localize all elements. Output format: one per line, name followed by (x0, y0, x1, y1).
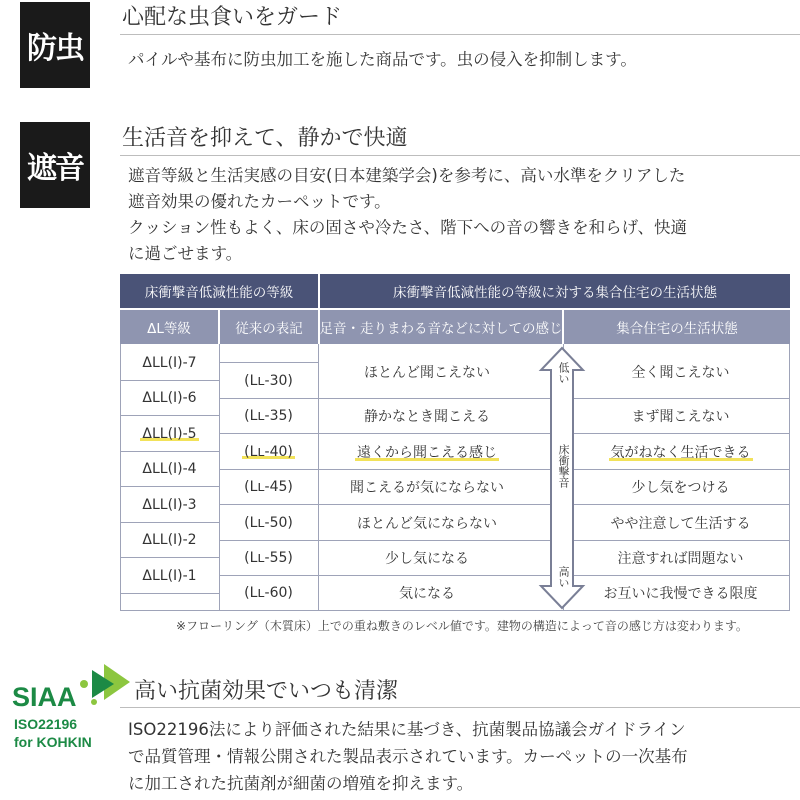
legacy-label: (Lʟ-35) (244, 408, 293, 424)
living-label: 全く聞こえない (631, 364, 730, 381)
table-header-living: 集合住宅の生活状態 (564, 310, 790, 344)
grade-cell (120, 381, 219, 415)
table-header-living-group: 床衝撃音低減性能の等級に対する集合住宅の生活状態 (320, 274, 790, 308)
antibacterial-line-2: で品質管理・情報公開された製品表示されています。カーペットの一次基布 (128, 747, 688, 766)
living-label: やや注意して生活する (610, 515, 751, 532)
arrow-label-impact: 床衝撃音 (557, 444, 570, 488)
siaa-mark-icon (74, 664, 130, 710)
feeling-cell (319, 505, 535, 540)
legacy-cell (219, 541, 318, 575)
legacy-cell (219, 399, 318, 433)
insect-heading: 心配な虫食いをガード (122, 5, 343, 30)
feeling-cell (319, 470, 535, 504)
sound-divider (120, 155, 800, 156)
living-cell (572, 434, 789, 469)
sound-description-line-1: 遮音等級と生活実感の目安(日本建築学会)を参考に、高い水準をクリアした (128, 166, 686, 185)
table-footnote: ※フローリング（木質床）上での重ね敷きのレベル値です。建物の構造によって音の感じ方は変わります。 (176, 619, 748, 633)
feeling-label: 静かなとき聞こえる (364, 409, 490, 425)
legacy-label-highlighted: (Lʟ-40) (244, 443, 293, 460)
grade-label: ΔLL(I)-6 (142, 390, 197, 406)
antibacterial-heading: 高い抗菌効果でいつも清潔 (134, 679, 399, 704)
grade-cell (120, 487, 219, 522)
grade-label: ΔLL(I)-7 (142, 354, 197, 371)
feeling-cell (319, 345, 535, 398)
legacy-cell (219, 363, 318, 398)
feeling-label: ほとんど気にならない (357, 515, 497, 532)
living-label: お互いに我慢できる限度 (603, 586, 758, 602)
table-header-grade-group: 床衝撃音低減性能の等級 (120, 274, 318, 308)
grade-line (120, 593, 219, 594)
sound-description-line-4: に過ごせます。 (128, 244, 243, 263)
insect-divider (120, 34, 800, 35)
sound-description-line-3: クッション性もよく、床の固さや冷たさ、階下への音の響きを和らげ、快適 (128, 218, 688, 237)
feeling-cell (319, 541, 535, 575)
legacy-label: (Lʟ-30) (244, 372, 293, 389)
antibacterial-line-3: に加工された抗菌剤が細菌の増殖を抑えます。 (128, 774, 474, 793)
legacy-label: (Lʟ-60) (244, 585, 293, 601)
sound-badge: 遮音 (20, 122, 90, 208)
table-header-feeling: 足音・走りまわる音などに対しての感じ (320, 310, 562, 344)
table-header-delta-l: ΔL等級 (120, 310, 218, 344)
legacy-label: (Lʟ-55) (244, 550, 293, 566)
grade-cell (120, 523, 219, 557)
siaa-logo (10, 664, 128, 760)
living-label: 少し気をつける (631, 480, 730, 496)
living-label: まず聞こえない (631, 409, 730, 425)
living-label-highlighted: 気がねなく生活できる (611, 442, 751, 462)
grid-outer-right (789, 344, 790, 611)
feeling-cell (319, 399, 535, 433)
siaa-logo-text: SIAA (12, 682, 77, 712)
living-cell (572, 541, 789, 575)
arrow-label-low: 低い (557, 362, 570, 384)
living-label: 注意すれば問題ない (617, 551, 744, 567)
legacy-label: (Lʟ-45) (244, 479, 293, 495)
arrow-label-high: 高い (557, 566, 570, 588)
sound-description-line-2: 遮音効果の優れたカーペットです。 (128, 192, 391, 211)
sound-rating-table (120, 274, 790, 611)
grade-label: ΔLL(I)-2 (142, 532, 197, 548)
siaa-logo-kohkin: for KOHKIN (14, 734, 92, 750)
living-cell (572, 345, 789, 398)
grade-cell (120, 345, 219, 380)
grade-label: ΔLL(I)-3 (142, 496, 197, 513)
grade-label-highlighted: ΔLL(I)-5 (142, 425, 197, 442)
living-cell (572, 505, 789, 540)
legacy-label: (Lʟ-50) (244, 514, 293, 531)
antibacterial-divider (120, 707, 800, 708)
feeling-label: 少し気になる (385, 551, 469, 567)
grade-label: ΔLL(I)-4 (142, 461, 197, 477)
legacy-cell (219, 434, 318, 469)
antibacterial-line-1: ISO22196法により評価された結果に基づき、抗菌製品協議会ガイドライン (128, 720, 686, 739)
table-header-legacy: 従来の表記 (220, 310, 318, 344)
living-cell (572, 399, 789, 433)
grid-bottom (120, 610, 790, 611)
legacy-cell (219, 576, 318, 610)
feeling-cell (319, 434, 535, 469)
feeling-cell (319, 576, 535, 610)
legacy-cell (219, 470, 318, 504)
insect-badge: 防虫 (20, 2, 90, 88)
grade-cell (120, 416, 219, 451)
feeling-label-highlighted: 遠くから聞こえる感じ (357, 442, 497, 462)
siaa-logo-iso: ISO22196 (14, 716, 78, 732)
feeling-label: 気になる (399, 586, 455, 602)
living-cell (572, 470, 789, 504)
grade-label: ΔLL(I)-1 (142, 567, 197, 584)
living-cell (572, 576, 789, 610)
grade-cell (120, 452, 219, 486)
legacy-cell (219, 505, 318, 540)
sound-heading: 生活音を抑えて、静かで快適 (122, 126, 408, 151)
grade-cell (120, 558, 219, 593)
feeling-label: ほとんど聞こえない (364, 364, 490, 381)
feeling-label: 聞こえるが気にならない (350, 480, 504, 496)
insect-description: パイルや基布に防虫加工を施した商品です。虫の侵入を抑制します。 (128, 50, 637, 69)
